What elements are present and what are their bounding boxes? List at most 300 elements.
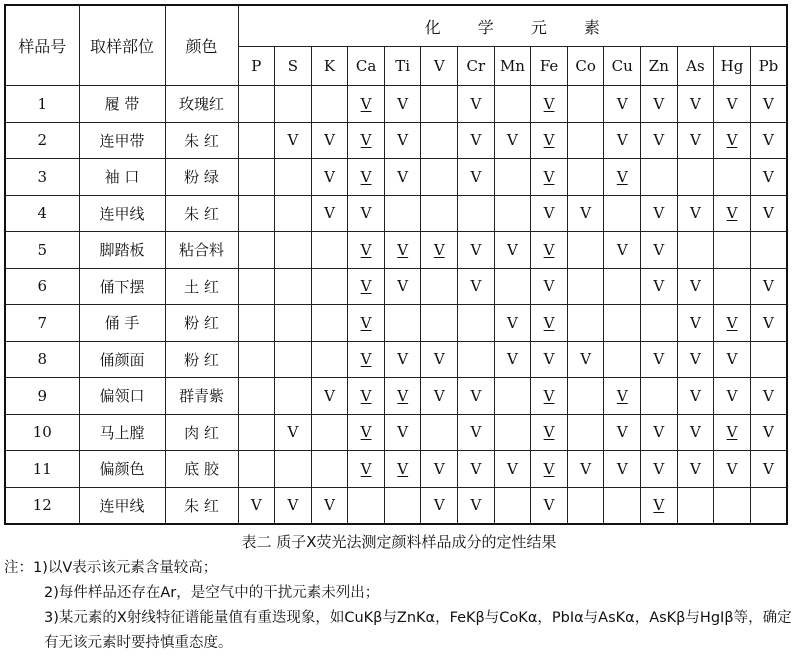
- cell-element-mark: [458, 195, 495, 232]
- header-sample-no: 样品号: [5, 5, 79, 86]
- cell-element-mark: [750, 86, 787, 123]
- cell-element-mark: [567, 341, 604, 378]
- cell-element-mark: [641, 378, 678, 415]
- mark-present: V: [726, 459, 738, 478]
- table-row: [5, 195, 787, 232]
- header-element: Ti: [384, 47, 421, 86]
- cell-element-mark: [750, 159, 787, 196]
- cell-element-mark: [384, 451, 421, 488]
- cell-element-mark: [311, 195, 348, 232]
- header-element: Zn: [641, 47, 678, 86]
- cell-element-mark: [421, 232, 458, 269]
- cell-element-mark: [750, 232, 787, 269]
- mark-present: V: [690, 313, 701, 332]
- mark-present: V: [397, 131, 409, 150]
- cell-location: 俑 手: [79, 305, 165, 342]
- mark-high-underlined: V: [653, 496, 665, 515]
- cell-element-mark: [531, 232, 568, 269]
- mark-present: V: [397, 350, 409, 369]
- cell-element-mark: [677, 86, 714, 123]
- cell-element-mark: [238, 487, 275, 524]
- mark-present: V: [433, 350, 445, 369]
- mark-present: V: [653, 131, 665, 150]
- mark-present: V: [690, 386, 701, 405]
- mark-present: V: [433, 496, 445, 515]
- note-1: 注：1)以V表示该元素含量较高；: [4, 560, 218, 576]
- cell-element-mark: [311, 305, 348, 342]
- table-row: [5, 378, 787, 415]
- table-caption: 表二 质子X荧光法测定颜料样品成分的定性结果: [241, 533, 557, 551]
- cell-element-mark: [421, 378, 458, 415]
- cell-element-mark: [458, 305, 495, 342]
- cell-element-mark: [677, 305, 714, 342]
- cell-element-mark: [238, 305, 275, 342]
- cell-element-mark: [275, 122, 312, 159]
- cell-element-mark: [604, 268, 641, 305]
- mark-high-underlined: V: [360, 459, 372, 478]
- cell-element-mark: [494, 159, 531, 196]
- mark-high-underlined: V: [397, 459, 409, 478]
- cell-element-mark: [348, 451, 385, 488]
- cell-element-mark: [750, 414, 787, 451]
- cell-sample-no: 4: [5, 195, 79, 232]
- mark-present: V: [507, 459, 518, 478]
- cell-element-mark: [494, 122, 531, 159]
- cell-location: 履 带: [79, 86, 165, 123]
- cell-element-mark: [384, 378, 421, 415]
- mark-present: V: [287, 131, 299, 150]
- cell-element-mark: [458, 268, 495, 305]
- cell-element-mark: [238, 451, 275, 488]
- cell-element-mark: [714, 341, 751, 378]
- mark-present: V: [763, 459, 774, 478]
- header-element: As: [677, 47, 714, 86]
- cell-element-mark: [238, 414, 275, 451]
- mark-present: V: [763, 386, 774, 405]
- cell-element-mark: [311, 268, 348, 305]
- mark-present: V: [324, 386, 335, 405]
- mark-present: V: [397, 423, 409, 442]
- cell-element-mark: [458, 341, 495, 378]
- mark-present: V: [470, 459, 482, 478]
- mark-high-underlined: V: [543, 459, 555, 478]
- table-row: [5, 487, 787, 524]
- cell-element-mark: [275, 451, 312, 488]
- cell-element-mark: [567, 487, 604, 524]
- cell-sample-no: 12: [5, 487, 79, 524]
- cell-element-mark: [714, 122, 751, 159]
- cell-element-mark: [238, 378, 275, 415]
- cell-element-mark: [677, 195, 714, 232]
- cell-location: 连甲线: [79, 195, 165, 232]
- cell-element-mark: [275, 195, 312, 232]
- cell-element-mark: [604, 414, 641, 451]
- mark-present: V: [690, 423, 701, 442]
- cell-element-mark: [311, 378, 348, 415]
- cell-element-mark: [750, 305, 787, 342]
- mark-present: V: [616, 94, 628, 113]
- cell-element-mark: [348, 86, 385, 123]
- cell-element-mark: [677, 122, 714, 159]
- cell-element-mark: [421, 195, 458, 232]
- header-element: Co: [567, 47, 604, 86]
- cell-sample-no: 2: [5, 122, 79, 159]
- cell-element-mark: [275, 378, 312, 415]
- header-element: S: [275, 47, 312, 86]
- cell-element-mark: [494, 268, 531, 305]
- cell-element-mark: [604, 305, 641, 342]
- cell-element-mark: [750, 268, 787, 305]
- cell-element-mark: [238, 232, 275, 269]
- cell-element-mark: [275, 159, 312, 196]
- cell-element-mark: [421, 414, 458, 451]
- mark-present: V: [507, 131, 518, 150]
- mark-high-underlined: V: [543, 131, 555, 150]
- mark-present: V: [690, 94, 701, 113]
- mark-present: V: [653, 277, 665, 296]
- cell-element-mark: [458, 414, 495, 451]
- cell-element-mark: [677, 232, 714, 269]
- cell-element-mark: [421, 305, 458, 342]
- cell-location: 俑颜面: [79, 341, 165, 378]
- mark-present: V: [763, 167, 774, 186]
- mark-present: V: [763, 94, 774, 113]
- cell-element-mark: [275, 487, 312, 524]
- cell-color: 粉 红: [165, 305, 238, 342]
- cell-element-mark: [604, 378, 641, 415]
- cell-element-mark: [641, 86, 678, 123]
- cell-element-mark: [348, 122, 385, 159]
- cell-location: 偏颜色: [79, 451, 165, 488]
- cell-element-mark: [641, 195, 678, 232]
- cell-element-mark: [531, 159, 568, 196]
- cell-element-mark: [458, 86, 495, 123]
- header-element: Mn: [494, 47, 531, 86]
- cell-element-mark: [421, 487, 458, 524]
- notes: [4, 556, 794, 656]
- cell-location: 马上膛: [79, 414, 165, 451]
- cell-element-mark: [275, 341, 312, 378]
- mark-high-underlined: V: [726, 204, 738, 223]
- mark-present: V: [287, 423, 299, 442]
- cell-element-mark: [750, 341, 787, 378]
- cell-element-mark: [384, 487, 421, 524]
- cell-element-mark: [458, 451, 495, 488]
- header-element: Cu: [604, 47, 641, 86]
- cell-element-mark: [677, 341, 714, 378]
- document: [4, 4, 794, 656]
- mark-present: V: [653, 350, 665, 369]
- cell-element-mark: [311, 232, 348, 269]
- cell-sample-no: 3: [5, 159, 79, 196]
- cell-color: 粘合料: [165, 232, 238, 269]
- mark-high-underlined: V: [543, 240, 555, 259]
- table-row: [5, 159, 787, 196]
- cell-element-mark: [604, 341, 641, 378]
- mark-present: V: [397, 277, 409, 296]
- cell-element-mark: [750, 378, 787, 415]
- header-element: K: [311, 47, 348, 86]
- mark-present: V: [433, 459, 445, 478]
- cell-element-mark: [641, 414, 678, 451]
- cell-element-mark: [714, 268, 751, 305]
- mark-present: V: [653, 423, 665, 442]
- cell-element-mark: [421, 268, 458, 305]
- header-element: Fe: [531, 47, 568, 86]
- cell-element-mark: [604, 159, 641, 196]
- mark-high-underlined: V: [360, 313, 372, 332]
- cell-element-mark: [604, 86, 641, 123]
- mark-high-underlined: V: [616, 167, 628, 186]
- cell-element-mark: [531, 414, 568, 451]
- cell-element-mark: [421, 451, 458, 488]
- table-row: [5, 451, 787, 488]
- cell-element-mark: [567, 195, 604, 232]
- mark-present: V: [690, 350, 701, 369]
- cell-element-mark: [714, 487, 751, 524]
- cell-element-mark: [421, 159, 458, 196]
- cell-color: 粉 绿: [165, 159, 238, 196]
- mark-present: V: [616, 131, 628, 150]
- cell-element-mark: [604, 232, 641, 269]
- cell-element-mark: [531, 378, 568, 415]
- cell-element-mark: [238, 86, 275, 123]
- mark-present: V: [324, 131, 335, 150]
- cell-element-mark: [604, 451, 641, 488]
- mark-present: V: [690, 131, 701, 150]
- mark-present: V: [397, 167, 409, 186]
- cell-element-mark: [421, 341, 458, 378]
- cell-element-mark: [641, 268, 678, 305]
- cell-element-mark: [531, 305, 568, 342]
- mark-high-underlined: V: [543, 386, 555, 405]
- cell-element-mark: [348, 487, 385, 524]
- mark-present: V: [507, 240, 518, 259]
- mark-present: V: [470, 94, 482, 113]
- cell-element-mark: [348, 159, 385, 196]
- cell-element-mark: [604, 195, 641, 232]
- cell-element-mark: [311, 487, 348, 524]
- cell-element-mark: [458, 378, 495, 415]
- cell-element-mark: [750, 451, 787, 488]
- mark-high-underlined: V: [397, 240, 409, 259]
- mark-present: V: [470, 496, 482, 515]
- cell-element-mark: [458, 122, 495, 159]
- mark-present: V: [507, 313, 518, 332]
- mark-high-underlined: V: [360, 386, 372, 405]
- cell-element-mark: [714, 195, 751, 232]
- cell-color: 朱 红: [165, 122, 238, 159]
- cell-element-mark: [531, 122, 568, 159]
- mark-high-underlined: V: [543, 313, 555, 332]
- cell-sample-no: 11: [5, 451, 79, 488]
- mark-present: V: [763, 277, 774, 296]
- table-row: [5, 232, 787, 269]
- mark-present: V: [653, 240, 665, 259]
- cell-element-mark: [494, 86, 531, 123]
- cell-element-mark: [641, 232, 678, 269]
- cell-element-mark: [311, 86, 348, 123]
- mark-present: V: [726, 94, 738, 113]
- mark-high-underlined: V: [360, 277, 372, 296]
- mark-present: V: [287, 496, 299, 515]
- cell-location: 俑下摆: [79, 268, 165, 305]
- mark-present: V: [763, 131, 774, 150]
- cell-element-mark: [494, 195, 531, 232]
- mark-high-underlined: V: [726, 313, 738, 332]
- cell-sample-no: 1: [5, 86, 79, 123]
- cell-element-mark: [531, 268, 568, 305]
- cell-element-mark: [458, 159, 495, 196]
- mark-present: V: [470, 240, 482, 259]
- mark-high-underlined: V: [360, 131, 372, 150]
- cell-sample-no: 8: [5, 341, 79, 378]
- cell-element-mark: [494, 487, 531, 524]
- cell-element-mark: [348, 305, 385, 342]
- cell-element-mark: [384, 414, 421, 451]
- cell-element-mark: [384, 159, 421, 196]
- cell-element-mark: [494, 232, 531, 269]
- cell-element-mark: [384, 122, 421, 159]
- mark-present: V: [543, 204, 555, 223]
- mark-present: V: [360, 204, 372, 223]
- cell-element-mark: [384, 232, 421, 269]
- cell-element-mark: [604, 487, 641, 524]
- note-3: 3)某元素的X射线特征谱能量值有重迭现象，如CuKβ与ZnKα，FeKβ与CoKα，PbIα与AsKα，AsKβ与HgIβ等，确定有无该元素时要持慎重态度。: [44, 610, 792, 651]
- cell-element-mark: [567, 159, 604, 196]
- cell-element-mark: [238, 195, 275, 232]
- note-2: 2)每件样品还存在Ar，是空气中的干扰元素未列出；: [44, 585, 380, 601]
- mark-present: V: [470, 167, 482, 186]
- mark-high-underlined: V: [543, 423, 555, 442]
- header-element: Ca: [348, 47, 385, 86]
- cell-element-mark: [714, 159, 751, 196]
- cell-element-mark: [238, 341, 275, 378]
- cell-element-mark: [275, 232, 312, 269]
- cell-element-mark: [421, 86, 458, 123]
- cell-element-mark: [494, 451, 531, 488]
- mark-present: V: [250, 496, 262, 515]
- mark-high-underlined: V: [543, 94, 555, 113]
- mark-present: V: [763, 313, 774, 332]
- table-row: [5, 341, 787, 378]
- cell-color: 肉 红: [165, 414, 238, 451]
- header-elements-group: 化 学 元 素: [238, 5, 787, 47]
- mark-present: V: [616, 459, 628, 478]
- mark-present: V: [653, 204, 665, 223]
- mark-high-underlined: V: [360, 423, 372, 442]
- mark-high-underlined: V: [726, 131, 738, 150]
- mark-present: V: [543, 350, 555, 369]
- cell-element-mark: [348, 414, 385, 451]
- cell-location: 偏领口: [79, 378, 165, 415]
- mark-present: V: [726, 350, 738, 369]
- cell-element-mark: [311, 451, 348, 488]
- cell-element-mark: [567, 232, 604, 269]
- cell-element-mark: [604, 122, 641, 159]
- cell-element-mark: [348, 268, 385, 305]
- cell-element-mark: [677, 159, 714, 196]
- cell-location: 袖 口: [79, 159, 165, 196]
- mark-present: V: [470, 386, 482, 405]
- table-row: [5, 86, 787, 123]
- mark-present: V: [690, 204, 701, 223]
- cell-element-mark: [677, 414, 714, 451]
- cell-element-mark: [275, 268, 312, 305]
- cell-element-mark: [714, 232, 751, 269]
- mark-present: V: [324, 167, 335, 186]
- header-element: Hg: [714, 47, 751, 86]
- header-element: Cr: [458, 47, 495, 86]
- mark-high-underlined: V: [397, 386, 409, 405]
- cell-element-mark: [494, 378, 531, 415]
- mark-present: V: [763, 423, 774, 442]
- mark-present: V: [324, 496, 335, 515]
- cell-element-mark: [750, 122, 787, 159]
- cell-location: 脚踏板: [79, 232, 165, 269]
- cell-sample-no: 9: [5, 378, 79, 415]
- cell-element-mark: [531, 341, 568, 378]
- cell-element-mark: [384, 195, 421, 232]
- cell-element-mark: [567, 268, 604, 305]
- cell-element-mark: [494, 341, 531, 378]
- cell-element-mark: [531, 195, 568, 232]
- cell-element-mark: [458, 232, 495, 269]
- cell-element-mark: [311, 341, 348, 378]
- cell-sample-no: 7: [5, 305, 79, 342]
- cell-element-mark: [641, 305, 678, 342]
- cell-element-mark: [494, 305, 531, 342]
- mark-high-underlined: V: [360, 167, 372, 186]
- mark-present: V: [397, 94, 409, 113]
- cell-element-mark: [531, 86, 568, 123]
- results-table: [4, 4, 788, 525]
- cell-element-mark: [567, 414, 604, 451]
- cell-element-mark: [275, 86, 312, 123]
- cell-element-mark: [641, 159, 678, 196]
- mark-high-underlined: V: [433, 240, 445, 259]
- mark-present: V: [580, 459, 592, 478]
- cell-element-mark: [384, 341, 421, 378]
- cell-element-mark: [348, 232, 385, 269]
- cell-element-mark: [567, 122, 604, 159]
- table-row: [5, 305, 787, 342]
- header-element: Pb: [750, 47, 787, 86]
- mark-high-underlined: V: [543, 167, 555, 186]
- cell-element-mark: [531, 451, 568, 488]
- mark-present: V: [470, 131, 482, 150]
- mark-present: V: [543, 496, 555, 515]
- cell-element-mark: [238, 122, 275, 159]
- cell-element-mark: [714, 414, 751, 451]
- cell-sample-no: 5: [5, 232, 79, 269]
- mark-present: V: [653, 94, 665, 113]
- cell-element-mark: [714, 378, 751, 415]
- table-row: [5, 122, 787, 159]
- mark-present: V: [507, 350, 518, 369]
- header-color: 颜色: [165, 5, 238, 86]
- cell-element-mark: [384, 268, 421, 305]
- cell-element-mark: [311, 122, 348, 159]
- mark-present: V: [690, 459, 701, 478]
- mark-present: V: [543, 277, 555, 296]
- cell-element-mark: [677, 268, 714, 305]
- cell-element-mark: [311, 414, 348, 451]
- cell-element-mark: [494, 414, 531, 451]
- cell-element-mark: [275, 305, 312, 342]
- cell-element-mark: [714, 305, 751, 342]
- mark-present: V: [616, 423, 628, 442]
